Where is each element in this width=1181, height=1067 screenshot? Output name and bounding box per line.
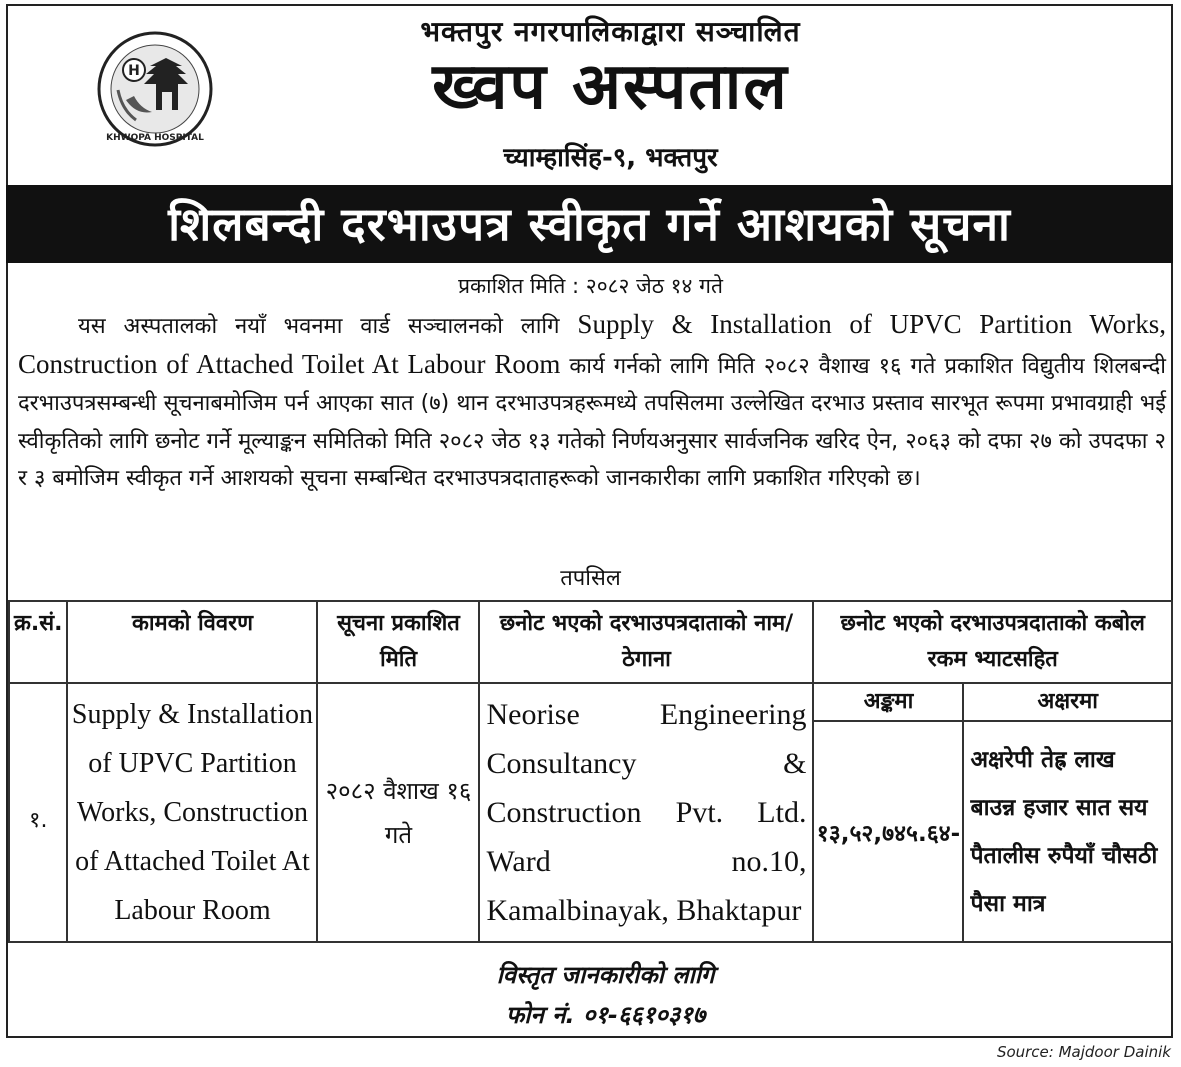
body-part-1: यस अस्पतालको नयाँ भवनमा वार्ड सञ्चालनको लागि [78,314,560,339]
cell-amount-figures: १३,५२,७४५.६४- [813,721,963,942]
bid-details-table [8,600,1173,943]
contact-phone: फोन नं. ०१-६६१०३१७ [505,1001,706,1029]
cell-description: Supply & Installation of UPVC Partition Works, Construction of Attached Toilet At Labour Room [67,683,317,942]
notice-title: शिलबन्दी दरभाउपत्र स्वीकृत गर्ने आशयको सूचना [6,185,1173,263]
operator-line: भक्तपुर नगरपालिकाद्वारा सञ्चालित [420,15,801,48]
header-in-words: अक्षरमा [963,683,1172,721]
table-row [9,683,1172,721]
header-bidder: छनोट भएको दरभाउपत्रदाताको नाम/ठेगाना [479,601,813,683]
table-header-row [9,601,1172,683]
cell-sn: १. [9,683,67,942]
source-credit: Source: Majdoor Dainik [996,1043,1171,1061]
cell-amount-words: अक्षरेपी तेह्र लाख बाउन्न हजार सात सय पैतालीस रुपैयाँ चौसठी पैसा मात्र [963,721,1172,942]
body-part-2: कार्य गर्नको लागि मिति २०८२ वैशाख १६ गते प्रकाशित विद्युतीय शिलबन्दी दरभाउपत्रसम्बन्धी सूचनाबमोजिम पर्न आएका सात (७) थान दरभाउपत्रहरूमध्ये तपसिलमा उल्लेखित दरभाउ प्रस्ताव सारभूत रूपमा प्रभावग्राही भई स्वीकृतिको लागि छनोट गर्ने मूल्याङ्कन समितिको मिति २०८२ जेठ १३ गतेको निर्णयअनुसार सार्वजनिक खरिद ऐन, २०६३ को दफा २७ को उपदफा २ र ३ बमोजिम स्वीकृत गर्ने आशयको सूचना सम्बन्धित दरभाउपत्रदाताहरूको जानकारीका लागि प्रकाशित गरिएको छ। [18,353,1166,491]
published-date: प्रकाशित मिति : २०८२ जेठ १४ गते [458,274,723,298]
body-work-title: Supply & Installation of UPVC Partition Works, Construction of Attached Toilet At Labour Room [18,309,1166,379]
header-notice-date: सूचना प्रकाशित मिति [317,601,479,683]
header-sn: क्र.सं. [9,601,67,683]
cell-bidder: Neorise Engineering Consultancy & Construction Pvt. Ltd. Ward no.10, Kamalbinayak, Bhaktapur [479,683,813,942]
notice-body [18,306,1166,498]
contact-label: विस्तृत जानकारीको लागि [496,961,715,989]
header-amount: छनोट भएको दरभाउपत्रदाताको कबोल रकम भ्याटसहित [813,601,1172,683]
tapasil-label: तपसिल [560,566,621,591]
hospital-name: ख्वप अस्पताल [432,50,789,124]
cell-notice-date: २०८२ वैशाख १६ गते [317,683,479,942]
svg-text:KHWOPA HOSPITAL: KHWOPA HOSPITAL [106,133,204,143]
header-in-figures: अङ्कमा [813,683,963,721]
hospital-address: च्याम्हासिंह-९, भक्तपुर [503,143,718,173]
svg-text:H: H [128,63,140,79]
header-description: कामको विवरण [67,601,317,683]
